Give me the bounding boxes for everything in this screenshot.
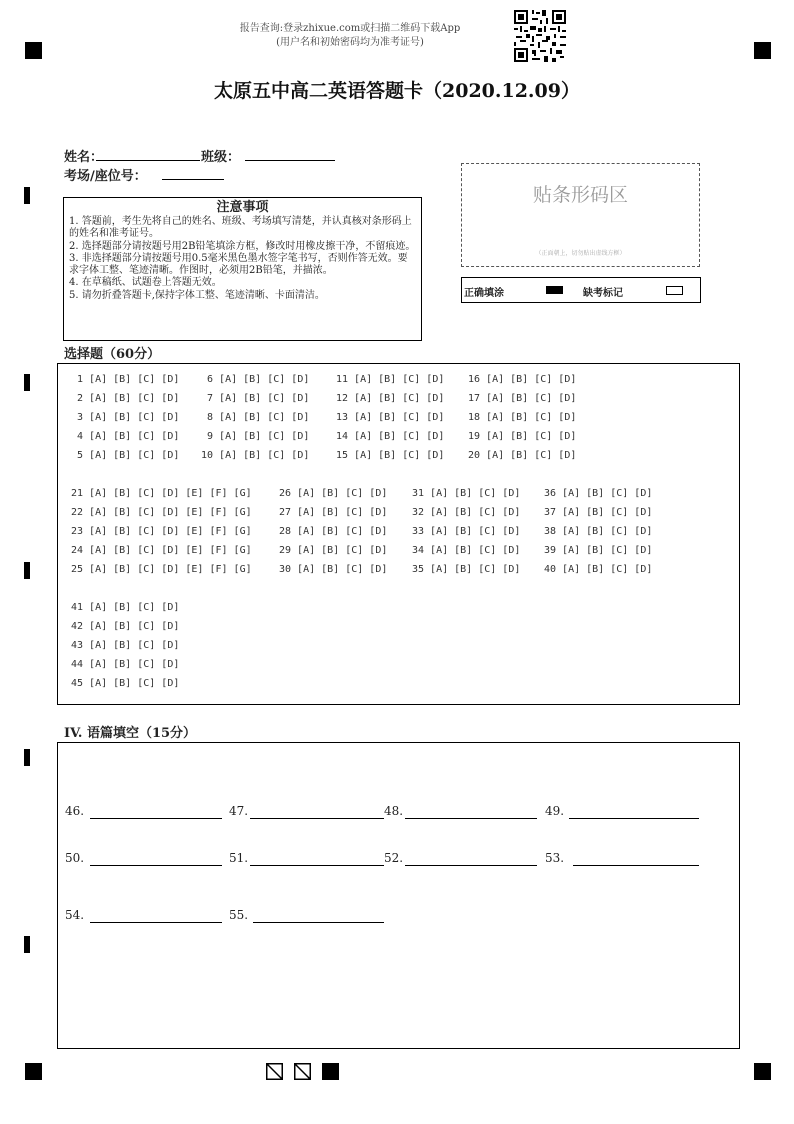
timing-mark — [24, 562, 30, 579]
question-row[interactable]: 36 [A] [B] [C] [D] — [544, 488, 653, 499]
question-row[interactable]: 17 [A] [B] [C] [D] — [468, 393, 577, 404]
question-row[interactable]: 24 [A] [B] [C] [D] [E] [F] [G] — [71, 545, 252, 556]
question-row[interactable]: 12 [A] [B] [C] [D] — [336, 393, 445, 404]
answer-blank[interactable] — [90, 818, 222, 819]
question-row[interactable]: 33 [A] [B] [C] [D] — [412, 526, 521, 537]
question-row[interactable]: 18 [A] [B] [C] [D] — [468, 412, 577, 423]
question-row[interactable]: 22 [A] [B] [C] [D] [E] [F] [G] — [71, 507, 252, 518]
question-row[interactable]: 21 [A] [B] [C] [D] [E] [F] [G] — [71, 488, 252, 499]
instruction-item: 4. 在草稿纸、试题卷上答题无效。 — [69, 277, 222, 289]
absent-mark-checkbox[interactable] — [666, 286, 683, 295]
registration-mark-top-right — [754, 42, 771, 59]
question-row[interactable]: 30 [A] [B] [C] [D] — [279, 564, 388, 575]
choice-section-title: 选择题（60分） — [64, 347, 161, 362]
barcode-label: 贴条形码区 — [532, 184, 628, 206]
question-row[interactable]: 34 [A] [B] [C] [D] — [412, 545, 521, 556]
name-label: 姓名： — [64, 150, 104, 165]
blank-number: 48. — [384, 804, 404, 818]
question-row[interactable]: 5 [A] [B] [C] [D] — [71, 450, 180, 461]
blank-number: 50. — [65, 851, 85, 865]
instructions-title: 注意事项 — [216, 200, 269, 215]
choice-answer-box — [57, 363, 740, 705]
page-title: 太原五中高二英语答题卡（2020.12.09） — [214, 80, 580, 102]
question-row[interactable]: 11 [A] [B] [C] [D] — [336, 374, 445, 385]
barcode-hint: （正面朝上，切勿贴出虚线方框） — [535, 250, 626, 257]
question-row[interactable]: 40 [A] [B] [C] [D] — [544, 564, 653, 575]
question-row[interactable]: 6 [A] [B] [C] [D] — [201, 374, 310, 385]
question-row[interactable]: 16 [A] [B] [C] [D] — [468, 374, 577, 385]
seat-field[interactable] — [162, 179, 224, 180]
registration-mark-bottom-right — [754, 1063, 771, 1080]
question-row[interactable]: 27 [A] [B] [C] [D] — [279, 507, 388, 518]
question-row[interactable]: 8 [A] [B] [C] [D] — [201, 412, 310, 423]
question-row[interactable]: 9 [A] [B] [C] [D] — [201, 431, 310, 442]
page-mark-slash-icon — [266, 1063, 283, 1080]
instruction-item: 2. 选择题部分请按题号用2B铅笔填涂方框，修改时用橡皮擦干净，不留痕迹。 — [69, 240, 416, 252]
answer-blank[interactable] — [253, 922, 384, 923]
answer-blank[interactable] — [405, 818, 537, 819]
cloze-section-title: IV. 语篇填空（15分） — [64, 726, 197, 741]
question-row[interactable]: 42 [A] [B] [C] [D] — [71, 621, 180, 632]
question-row[interactable]: 32 [A] [B] [C] [D] — [412, 507, 521, 518]
correct-fill-example — [546, 286, 563, 294]
question-row[interactable]: 7 [A] [B] [C] [D] — [201, 393, 310, 404]
question-row[interactable]: 44 [A] [B] [C] [D] — [71, 659, 180, 670]
question-row[interactable]: 14 [A] [B] [C] [D] — [336, 431, 445, 442]
timing-mark — [24, 187, 30, 204]
class-label: 班级： — [201, 150, 241, 165]
answer-blank[interactable] — [250, 818, 384, 819]
instructions-box — [63, 197, 422, 341]
question-row[interactable]: 26 [A] [B] [C] [D] — [279, 488, 388, 499]
timing-mark — [24, 749, 30, 766]
page-mark-solid — [322, 1063, 339, 1080]
report-notice-line2: (用户名和初始密码均为准考证号) — [276, 37, 424, 48]
answer-blank[interactable] — [250, 865, 384, 866]
blank-number: 47. — [229, 804, 249, 818]
question-row[interactable]: 1 [A] [B] [C] [D] — [71, 374, 180, 385]
question-row[interactable]: 31 [A] [B] [C] [D] — [412, 488, 521, 499]
instruction-item: 5. 请勿折叠答题卡,保持字体工整、笔迹清晰、卡面清洁。 — [69, 289, 325, 301]
answer-blank[interactable] — [90, 922, 222, 923]
blank-number: 46. — [65, 804, 85, 818]
qr-code-icon[interactable] — [514, 10, 566, 62]
blank-number: 55. — [229, 908, 249, 922]
question-row[interactable]: 10 [A] [B] [C] [D] — [201, 450, 310, 461]
instruction-item: 1. 答题前，考生先将自己的姓名、班级、考场填写清楚，并认真核对条形码上的姓名和准考证号。 — [69, 216, 412, 240]
class-field[interactable] — [245, 160, 335, 161]
timing-mark — [24, 936, 30, 953]
registration-mark-bottom-left — [25, 1063, 42, 1080]
correct-fill-label: 正确填涂 — [464, 288, 504, 299]
blank-number: 49. — [545, 804, 565, 818]
cloze-answer-box — [57, 742, 740, 1049]
registration-mark-top-left — [25, 42, 42, 59]
question-row[interactable]: 41 [A] [B] [C] [D] — [71, 602, 180, 613]
blank-number: 52. — [384, 851, 404, 865]
question-row[interactable]: 23 [A] [B] [C] [D] [E] [F] [G] — [71, 526, 252, 537]
answer-blank[interactable] — [405, 865, 537, 866]
question-row[interactable]: 15 [A] [B] [C] [D] — [336, 450, 445, 461]
answer-blank[interactable] — [90, 865, 222, 866]
answer-blank[interactable] — [569, 818, 699, 819]
question-row[interactable]: 38 [A] [B] [C] [D] — [544, 526, 653, 537]
report-notice — [200, 22, 500, 50]
timing-mark — [24, 374, 30, 391]
question-row[interactable]: 45 [A] [B] [C] [D] — [71, 678, 180, 689]
marking-legend — [461, 277, 701, 303]
question-row[interactable]: 25 [A] [B] [C] [D] [E] [F] [G] — [71, 564, 252, 575]
instruction-item: 3. 非选择题部分请按题号用0.5毫米黑色墨水签字笔书写，否则作答无效。要求字体工整、笔迹清晰。作图时，必须用2B铅笔，并描浓。 — [69, 252, 408, 277]
page-mark-slash-icon — [294, 1063, 311, 1080]
blank-number: 54. — [65, 908, 85, 922]
absent-mark-label: 缺考标记 — [583, 288, 623, 299]
seat-label: 考场/座位号： — [64, 169, 147, 184]
answer-blank[interactable] — [573, 865, 699, 866]
report-notice-line1: 报告查询:登录zhixue.com或扫描二维码下载App — [239, 23, 461, 34]
question-row[interactable]: 13 [A] [B] [C] [D] — [336, 412, 445, 423]
question-row[interactable]: 4 [A] [B] [C] [D] — [71, 431, 180, 442]
barcode-area[interactable] — [461, 163, 700, 267]
question-row[interactable]: 19 [A] [B] [C] [D] — [468, 431, 577, 442]
question-row[interactable]: 37 [A] [B] [C] [D] — [544, 507, 653, 518]
question-row[interactable]: 43 [A] [B] [C] [D] — [71, 640, 180, 651]
question-row[interactable]: 3 [A] [B] [C] [D] — [71, 412, 180, 423]
question-row[interactable]: 29 [A] [B] [C] [D] — [279, 545, 388, 556]
question-row[interactable]: 39 [A] [B] [C] [D] — [544, 545, 653, 556]
question-row[interactable]: 35 [A] [B] [C] [D] — [412, 564, 521, 575]
question-row[interactable]: 2 [A] [B] [C] [D] — [71, 393, 180, 404]
question-row[interactable]: 28 [A] [B] [C] [D] — [279, 526, 388, 537]
question-row[interactable]: 20 [A] [B] [C] [D] — [468, 450, 577, 461]
blank-number: 53. — [545, 851, 565, 865]
blank-number: 51. — [229, 851, 249, 865]
name-field[interactable] — [96, 160, 200, 161]
